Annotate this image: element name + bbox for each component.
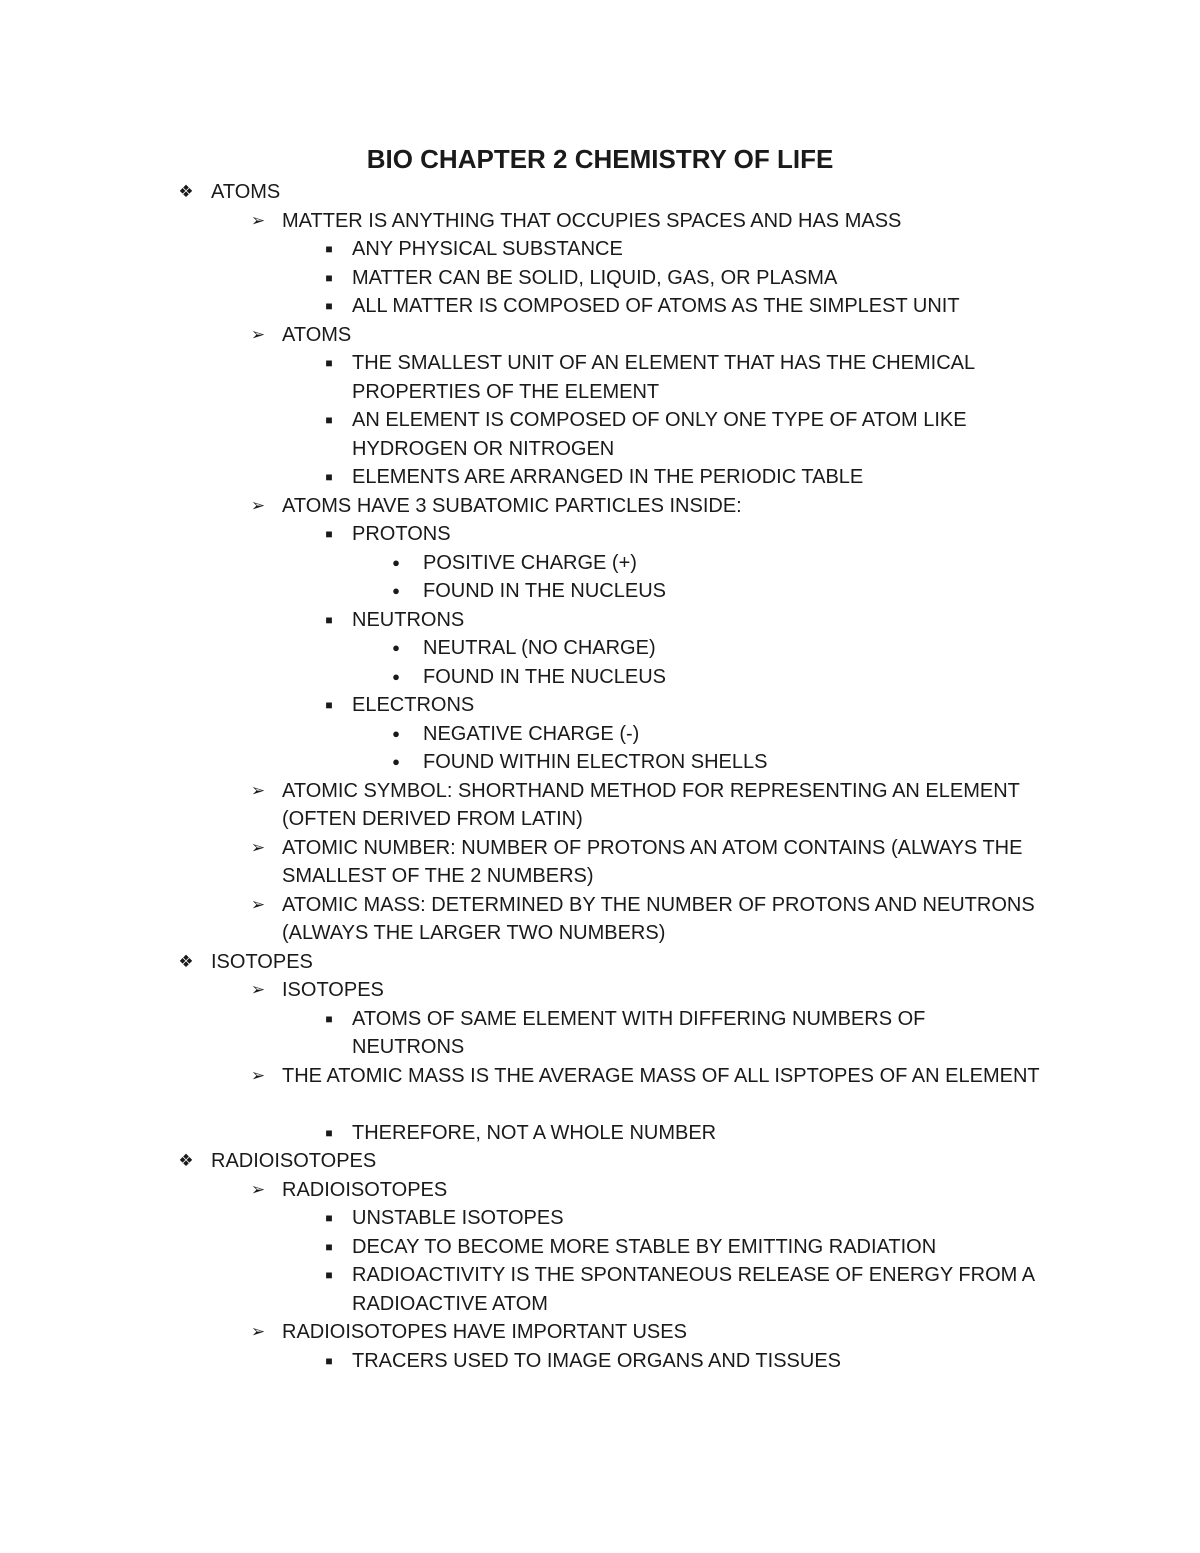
outline-item-level-4 [0,577,1200,606]
outline-item-level-2 [0,1062,1200,1119]
outline-item-level-1 [0,178,1200,207]
square-bullet-icon: ■ [325,1239,333,1254]
outline-item-level-1 [0,1147,1200,1176]
square-bullet-icon: ■ [325,242,333,256]
outline-item-text: THE SMALLEST UNIT OF AN ELEMENT THAT HAS THE CHEMICAL PROPERTIES OF THE ELEMENT [352,352,975,403]
outline-item-text: ALL MATTER IS COMPOSED OF ATOMS AS THE SIMPLEST UNIT [352,295,960,317]
outline-item-text: THEREFORE, NOT A WHOLE NUMBER [352,1121,717,1144]
outline-item-text: NEUTRAL (NO CHARGE) [423,637,656,659]
outline-item-text: POSITIVE CHARGE (+) [423,551,637,574]
outline-item-text: FOUND IN THE NUCLEUS [423,665,666,688]
outline-item-text: ATOMIC SYMBOL: SHORTHAND METHOD FOR REPRESENTING AN ELEMENT (OFTEN DERIVED FROM LATIN) [282,779,1020,830]
outline-item-text: RADIOISOTOPES [282,1178,448,1201]
dot-bullet-icon: ● [392,583,400,598]
square-bullet-icon: ■ [325,270,333,285]
diamond-bullet-icon: ❖ [178,951,194,971]
arrow-bullet-icon: ➢ [250,324,266,344]
outline-item-text: FOUND IN THE NUCLEUS [423,580,666,602]
outline-item-text: NEUTRONS [352,608,465,631]
square-bullet-icon: ■ [325,1211,333,1225]
outline-item-level-1 [0,948,1200,977]
arrow-bullet-icon: ➢ [250,837,266,857]
outline-item-level-3 [0,691,1200,720]
outline-item-level-3 [0,520,1200,549]
dot-bullet-icon: ● [392,668,400,684]
outline-item-text: PROTONS [352,523,451,545]
dot-bullet-icon: ● [392,725,400,741]
outline-item-text: ATOMS [211,181,281,203]
outline-item-level-2 [0,834,1200,891]
outline-item-text: NEGATIVE CHARGE (-) [423,722,640,745]
arrow-bullet-icon: ➢ [250,780,266,800]
square-bullet-icon: ■ [325,527,333,541]
outline-item-level-3 [0,406,1200,463]
outline-item-text: ATOMIC MASS: DETERMINED BY THE NUMBER OF PROTONS AND NEUTRONS (ALWAYS THE LARGER TWO NUMBERS) [282,893,1035,944]
document-title: BIO CHAPTER 2 CHEMISTRY OF LIFE [366,144,834,174]
outline-item-level-3 [0,1204,1200,1233]
outline-item-level-3 [0,1119,1200,1148]
outline-item-text: AN ELEMENT IS COMPOSED OF ONLY ONE TYPE OF ATOM LIKE HYDROGEN OR NITROGEN [352,409,967,460]
outline-item-level-3 [0,349,1200,406]
outline-item-level-4 [0,748,1200,777]
outline-item-text: TRACERS USED TO IMAGE ORGANS AND TISSUES [352,1349,841,1372]
outline-item-text: ELECTRONS [352,694,475,716]
square-bullet-icon: ■ [325,356,333,370]
outline-item-level-4 [0,720,1200,749]
outline-item-text: THE ATOMIC MASS IS THE AVERAGE MASS OF ALL ISPTOPES OF AN ELEMENT [282,1064,1040,1087]
arrow-bullet-icon: ➢ [250,495,266,515]
outline-item-level-3 [0,235,1200,264]
outline-item-text: RADIOACTIVITY IS THE SPONTANEOUS RELEASE OF ENERGY FROM A RADIOACTIVE ATOM [352,1264,1035,1315]
outline-item-text: ATOMS OF SAME ELEMENT WITH DIFFERING NUMBERS OF NEUTRONS [352,1007,926,1058]
outline-item-level-3 [0,1261,1200,1318]
arrow-bullet-icon: ➢ [250,894,266,914]
arrow-bullet-icon: ➢ [250,980,266,999]
outline-item-level-4 [0,634,1200,663]
outline-item-level-4 [0,663,1200,692]
arrow-bullet-icon: ➢ [250,1065,266,1085]
outline-item-level-3 [0,292,1200,321]
outline-item-text: ATOMIC NUMBER: NUMBER OF PROTONS AN ATOM CONTAINS (ALWAYS THE SMALLEST OF THE 2 NUMBERS) [282,836,1023,887]
outline-item-level-2 [0,492,1200,521]
arrow-bullet-icon: ➢ [250,1322,266,1341]
square-bullet-icon: ■ [325,299,333,313]
diamond-bullet-icon: ❖ [178,182,194,201]
square-bullet-icon: ■ [325,1125,333,1140]
outline-item-text: ANY PHYSICAL SUBSTANCE [352,238,623,260]
outline-item-level-3 [0,1347,1200,1376]
outline-item-text: ISOTOPES [282,979,384,1001]
outline-item-text: ISOTOPES [211,950,313,973]
outline-item-level-2 [0,976,1200,1005]
outline-item-text: MATTER CAN BE SOLID, LIQUID, GAS, OR PLASMA [352,266,838,289]
outline-item-level-2 [0,1318,1200,1347]
outline-item-text: FOUND WITHIN ELECTRON SHELLS [423,751,768,773]
outline-item-text: RADIOISOTOPES [211,1150,377,1172]
outline-item-text: UNSTABLE ISOTOPES [352,1207,564,1229]
outline-item-text: ATOMS HAVE 3 SUBATOMIC PARTICLES INSIDE: [282,494,742,517]
notes-outline [0,178,1200,1375]
outline-item-text: ATOMS [282,323,352,346]
outline-item-level-2 [0,777,1200,834]
outline-item-level-2 [0,207,1200,236]
square-bullet-icon: ■ [325,698,333,712]
arrow-bullet-icon: ➢ [250,210,266,230]
square-bullet-icon: ■ [325,413,333,427]
outline-item-level-3 [0,606,1200,635]
outline-item-level-2 [0,1176,1200,1205]
outline-item-level-3 [0,463,1200,492]
outline-item-level-4 [0,549,1200,578]
square-bullet-icon: ■ [325,470,333,484]
outline-item-text: ELEMENTS ARE ARRANGED IN THE PERIODIC TABLE [352,466,864,488]
outline-item-level-3 [0,1233,1200,1262]
outline-item-level-2 [0,891,1200,948]
outline-item-text: MATTER IS ANYTHING THAT OCCUPIES SPACES AND HAS MASS [282,209,902,232]
square-bullet-icon: ■ [325,612,333,627]
square-bullet-icon: ■ [325,1353,333,1368]
arrow-bullet-icon: ➢ [250,1179,266,1199]
outline-item-text: DECAY TO BECOME MORE STABLE BY EMITTING RADIATION [352,1235,937,1258]
dot-bullet-icon: ● [392,754,400,769]
outline-item-level-3 [0,1005,1200,1062]
diamond-bullet-icon: ❖ [178,1151,194,1170]
dot-bullet-icon: ● [392,554,400,570]
dot-bullet-icon: ● [392,640,400,655]
outline-item-text: RADIOISOTOPES HAVE IMPORTANT USES [282,1321,687,1343]
outline-item-level-2 [0,321,1200,350]
square-bullet-icon: ■ [325,1011,333,1026]
outline-item-level-3 [0,264,1200,293]
square-bullet-icon: ■ [325,1268,333,1282]
